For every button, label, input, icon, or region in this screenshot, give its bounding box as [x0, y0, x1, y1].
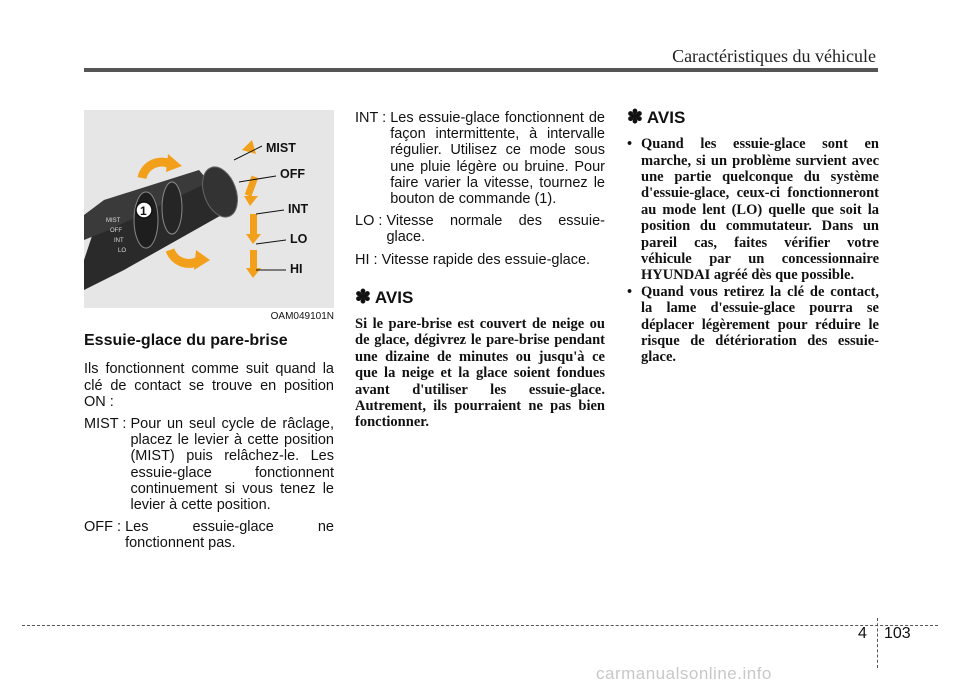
list-item: [627, 136, 879, 284]
bullet-text: Quand vous retirez la clé de contact, la lame d'essuie-glace pourra se déplacer légèrement pour réduire le risque de détérioration des essuie-glace.: [641, 283, 879, 366]
column-middle: [355, 110, 605, 431]
callout-number: 1: [140, 204, 147, 218]
footer-divider: [877, 618, 878, 668]
mode-definition-int: [355, 110, 605, 207]
label-off: OFF: [280, 167, 305, 181]
avis-title: AVIS: [374, 287, 414, 307]
avis-bullet-list: [627, 136, 879, 366]
label-int: INT: [288, 202, 309, 216]
avis-heading: [627, 107, 879, 128]
mode-description: Vitesse rapide des essuie-glace.: [381, 251, 591, 268]
watermark[interactable]: carmanualsonline.info: [596, 664, 772, 683]
lever-marking: LO: [118, 248, 127, 254]
down-arrow-head-icon: [244, 196, 258, 206]
down-arrow-icon: [250, 214, 257, 234]
rotate-arrow-head-icon: [166, 154, 182, 172]
list-item: [627, 284, 879, 366]
mode-term: OFF :: [84, 519, 126, 536]
bullet-icon: •: [627, 283, 633, 300]
rotate-arrow-head-icon: [194, 250, 210, 270]
page-number: 103: [884, 625, 911, 642]
mode-description: Vitesse normale des essuie-glace.: [386, 213, 605, 246]
section-title: Essuie-glace du pare-brise: [84, 332, 288, 350]
mode-term: LO :: [355, 213, 387, 230]
lever-marking: INT: [114, 238, 124, 244]
label-lo: LO: [290, 232, 308, 246]
label-hi: HI: [290, 262, 303, 276]
bullet-text: Quand les essuie-glace sont en marche, si un problème survient avec une partie quelconque du système d'essuie-glace, ceux-ci fonctionneront au mode lent (LO) quelle que soit la position du commutateur. Dans un pareil cas, faites vérifier votre véhicule par un concessionnaire HYUNDAI agréé dès que possible.: [641, 136, 879, 284]
mode-definition-hi: [355, 252, 605, 268]
page-header-title: Caractéristiques du véhicule: [672, 46, 876, 66]
bullet-icon: •: [627, 136, 633, 153]
mode-definition-lo: [355, 213, 605, 245]
mode-definition-mist: [84, 416, 334, 513]
label-mist: MIST: [266, 141, 296, 155]
section-intro: Ils fonctionnent comme suit quand la clé de contact se trouve en position ON :: [84, 361, 334, 410]
leader-line: [256, 240, 286, 244]
mode-description: Les essuie-glace fonctionnent de façon intermittente, à intervalle régulier. Utilisez ce mode sous une pluie légère ou bruine. Pour faire varier la vitesse, tournez le bouton de commande (1).: [390, 110, 605, 208]
column-right: [627, 107, 879, 366]
mode-description: Pour un seul cycle de râclage, placez le levier à cette position (MIST) puis relâchez-le. Les essuie-glace fonctionnent continuement si vous tenez le levier à cette position.: [130, 416, 334, 514]
column-left: [84, 110, 334, 558]
chapter-number: 4: [858, 625, 867, 642]
avis-heading: [355, 286, 605, 308]
down-arrow-head-icon: [246, 234, 261, 244]
header-rule: [84, 68, 878, 72]
avis-text: Si le pare-brise est couvert de neige ou de glace, dégivrez le pare-brise pendant une dizaine de minutes ou jusqu'à ce que la neige et la glace soient fondues avant d'utiliser les essuie-glace. Autrement, ils pourraient ne pas bien fonctionner.: [355, 316, 605, 431]
mode-term: HI :: [355, 251, 382, 268]
footer-rule: [22, 625, 938, 626]
mode-term: INT :: [355, 110, 391, 126]
down-arrow-icon: [250, 250, 257, 268]
leader-line: [256, 210, 284, 214]
wiper-lever-figure: [84, 110, 334, 308]
mode-term: MIST :: [84, 416, 131, 433]
leader-line: [239, 176, 276, 182]
control-ring: [134, 192, 158, 248]
lever-marking: OFF: [110, 228, 122, 234]
control-ring: [162, 182, 182, 234]
mode-definition-off: [84, 519, 334, 551]
asterisk-icon: ✽: [355, 286, 371, 308]
mode-description: Les essuie-glace ne fonctionnent pas.: [125, 519, 334, 552]
up-arrow-icon: [242, 140, 256, 154]
lever-marking: MIST: [106, 218, 121, 224]
figure-code: OAM049101N: [270, 311, 334, 322]
avis-title: AVIS: [646, 108, 686, 127]
asterisk-icon: ✽: [627, 107, 643, 128]
